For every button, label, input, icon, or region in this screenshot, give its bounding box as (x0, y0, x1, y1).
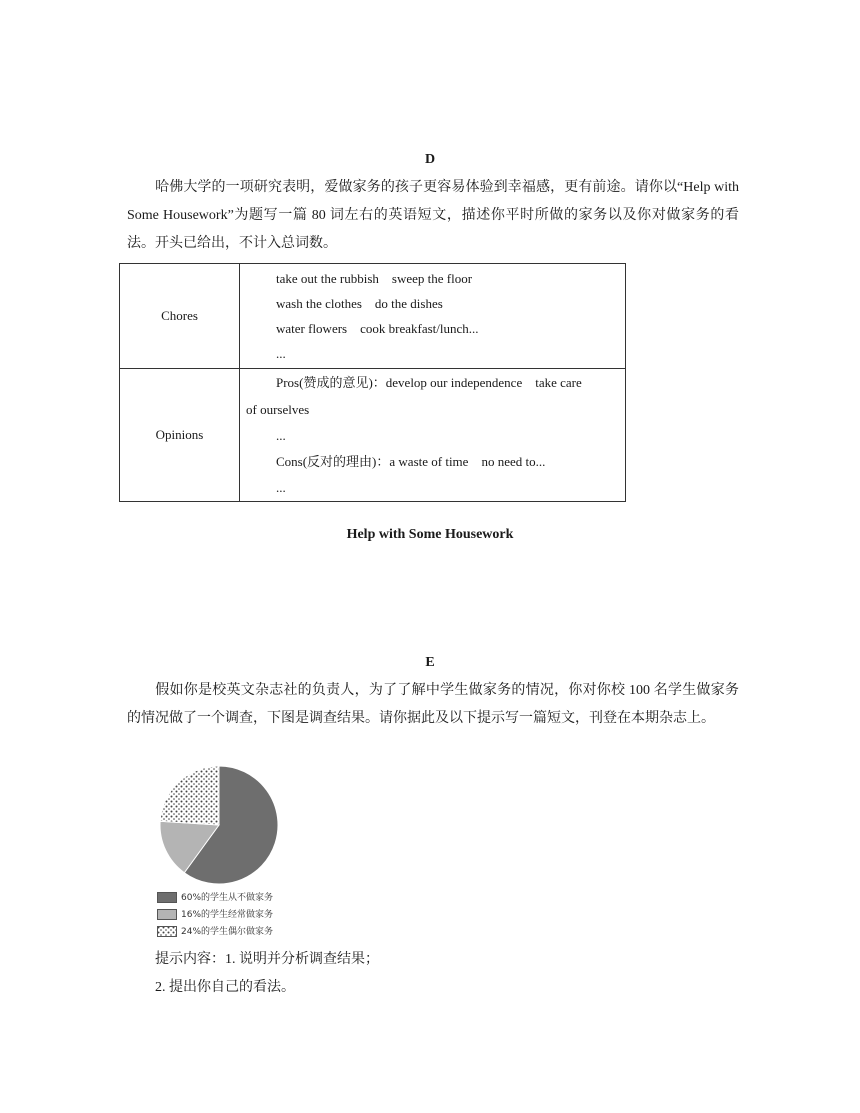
section-d-text: 哈佛大学的一项研究表明，爱做家务的孩子更容易体验到幸福感，更有前途。请你以“Help with Some Housework”为题写一篇 80 词左右的英语短文，描述你平时所做的家务以及你对做家务的看法。开头已给出，不计入总词数。 (127, 180, 739, 251)
chores-line: take out the rubbish sweep the floor (276, 271, 473, 286)
section-e-text: 假如你是校英文杂志社的负责人，为了了解中学生做家务的情况，你对你校 100 名学生做家务的情况做了一个调查，下图是调查结果。请你据此及以下提示写一篇短文，刊登在本期杂志上。 (127, 683, 739, 726)
hint-text-1: 提示内容：1. 说明并分析调查结果； (155, 952, 379, 967)
pie-chart (150, 760, 290, 890)
opinions-row (120, 369, 626, 502)
chores-row (120, 264, 626, 369)
chores-line: water flowers cook breakfast/lunch... (276, 321, 479, 336)
legend-swatch-dark (157, 892, 177, 903)
opinions-label: Opinions (120, 369, 240, 502)
cons-line: Cons(反对的理由)：a waste of time no need to... (276, 454, 546, 469)
section-e-paragraph (127, 677, 739, 733)
chores-line: ... (276, 346, 286, 361)
chores-line: wash the clothes do the dishes (276, 296, 443, 311)
legend-label: 60%的学生从不做家务 (181, 893, 274, 903)
pros-line-continued: of ourselves (246, 402, 310, 417)
legend-item-never (157, 892, 273, 904)
legend-swatch-dots (157, 926, 177, 937)
essay-title: Help with Some Housework (346, 527, 514, 542)
section-d-heading: D (424, 152, 436, 167)
section-d-paragraph (127, 174, 739, 258)
pie-slice-sometimes (160, 766, 219, 825)
pros-dots: ... (276, 428, 286, 443)
hint-line-2 (127, 974, 739, 1002)
chores-content (240, 264, 626, 369)
legend-label: 24%的学生偶尔做家务 (181, 927, 274, 937)
legend-swatch-light (157, 909, 177, 920)
cons-dots: ... (276, 480, 286, 495)
opinions-content (240, 369, 626, 502)
pros-line: Pros(赞成的意见)：develop our independence take care (276, 375, 582, 390)
section-e-heading: E (425, 655, 435, 670)
legend-label: 16%的学生经常做家务 (181, 910, 274, 920)
chores-label: Chores (120, 264, 240, 369)
hint-text-2: 2. 提出你自己的看法。 (155, 980, 295, 995)
legend-item-often (157, 909, 273, 921)
chores-table (119, 263, 626, 502)
hint-line-1 (127, 946, 739, 974)
legend-item-sometimes (157, 926, 273, 938)
